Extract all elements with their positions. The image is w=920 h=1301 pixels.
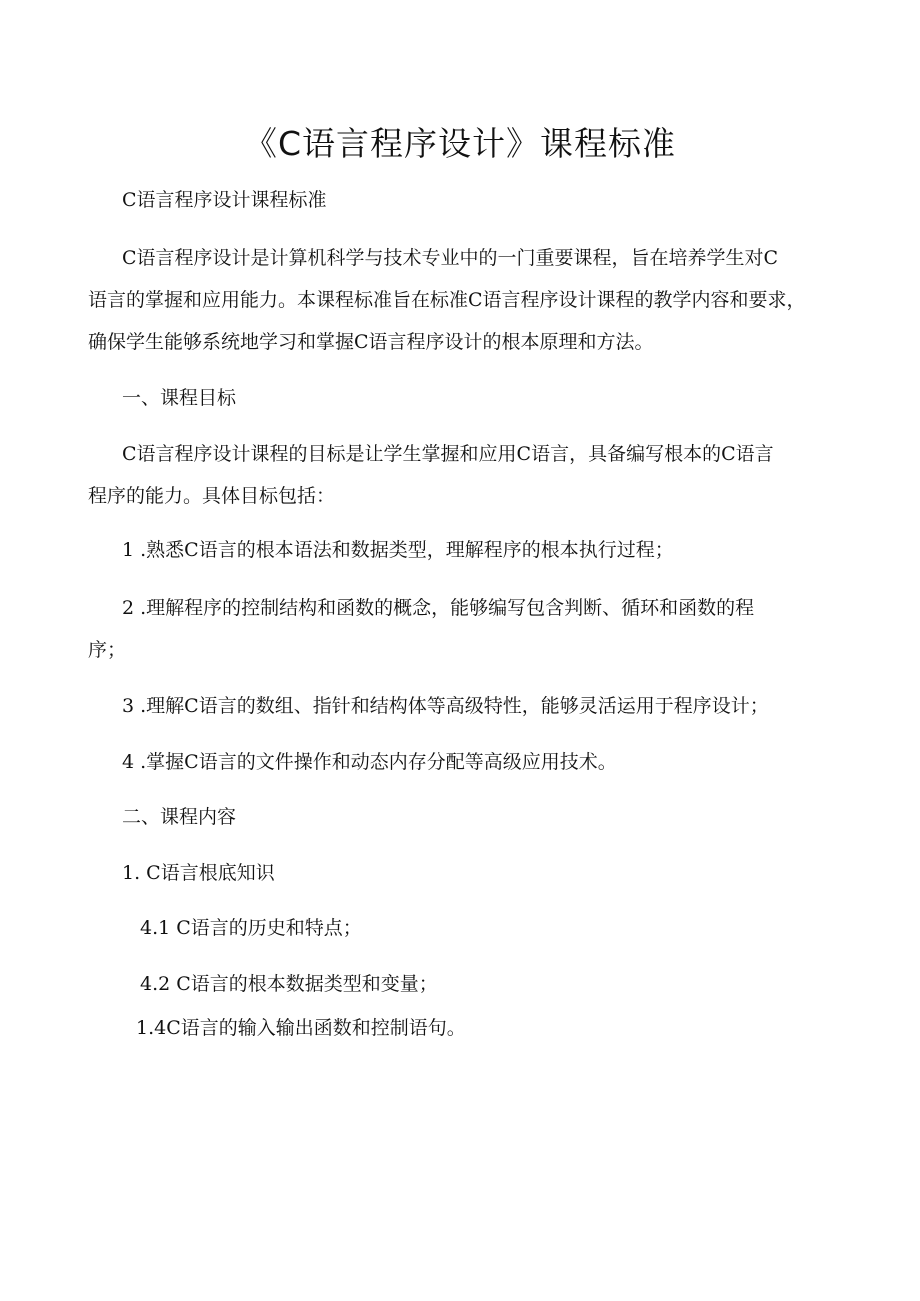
intro-line: 确保学生能够系统地学习和掌握C语言程序设计的根本原理和方法。 [88, 331, 654, 353]
intro-line: C语言程序设计是计算机科学与技术专业中的一门重要课程，旨在培养学生对C [122, 247, 779, 269]
section2-subheading: 1. C语言根底知识 [122, 862, 275, 884]
goal-item: 3 .理解C语言的数组、指针和结构体等高级特性，能够灵活运用于程序设计； [122, 695, 769, 717]
content-item: 1.4C语言的输入输出函数和控制语句。 [136, 1017, 466, 1039]
goal-item: 2 .理解程序的控制结构和函数的概念，能够编写包含判断、循环和函数的程 [122, 597, 755, 619]
goal-item-continuation: 序； [88, 639, 127, 661]
document-title: 《C语言程序设计》课程标准 [243, 124, 677, 163]
section1-paragraph-line: 程序的能力。具体目标包括： [88, 485, 336, 507]
document-subtitle: C语言程序设计课程标准 [122, 189, 327, 211]
goal-item: 1 .熟悉C语言的根本语法和数据类型，理解程序的根本执行过程； [122, 539, 674, 561]
section2-heading: 二、课程内容 [122, 806, 237, 828]
content-item: 4.2 C语言的根本数据类型和变量； [140, 973, 438, 995]
goal-item: 4 .掌握C语言的文件操作和动态内存分配等高级应用技术。 [122, 751, 617, 773]
intro-line: 语言的掌握和应用能力。本课程标准旨在标准C语言程序设计课程的教学内容和要求， [88, 289, 806, 311]
content-item: 4.1 C语言的历史和特点； [140, 917, 362, 939]
section1-paragraph-line: C语言程序设计课程的目标是让学生掌握和应用C语言，具备编写根本的C语言 [122, 443, 774, 465]
section1-heading: 一、课程目标 [122, 387, 237, 409]
